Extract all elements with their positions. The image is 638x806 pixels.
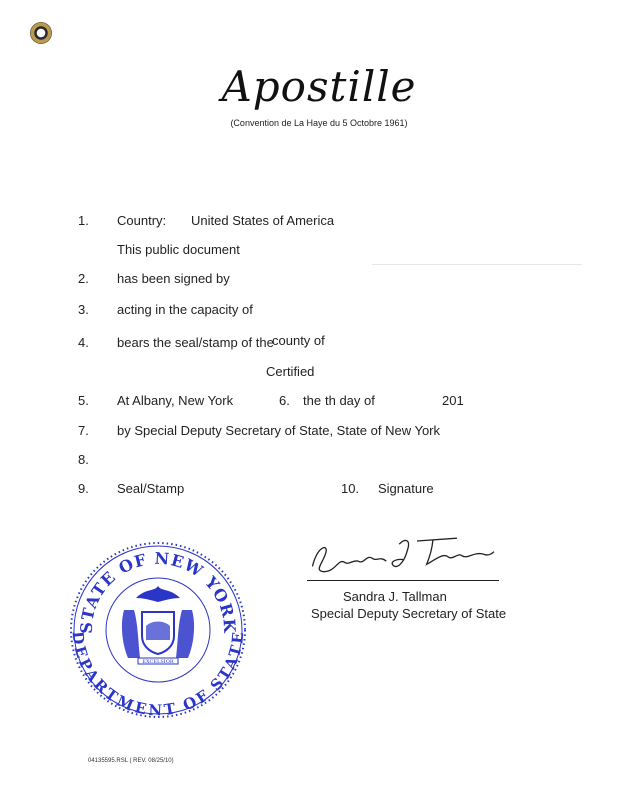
field-5-number: 5. xyxy=(78,393,89,408)
field-7-number: 7. xyxy=(78,423,89,438)
field-4-label: bears the seal/stamp of the xyxy=(117,335,274,350)
field-8-number: 8. xyxy=(78,452,89,467)
field-1-label: Country: xyxy=(117,213,167,228)
signatory-position: Special Deputy Secretary of State xyxy=(311,606,507,621)
certified-text: Certified xyxy=(266,364,315,379)
svg-text:DEPARTMENT OF STATE xyxy=(69,630,248,719)
field-3-label: acting in the capacity of xyxy=(117,302,253,317)
field-2-number: 2. xyxy=(78,271,89,286)
document-title: Apostille xyxy=(221,62,417,111)
punch-hole-icon xyxy=(30,22,52,44)
field-10-number: 10. xyxy=(341,481,360,496)
field-2-label: has been signed by xyxy=(117,271,230,286)
document-subtitle: (Convention de La Haye du 5 Octobre 1961) xyxy=(230,118,408,128)
signatory-name: Sandra J. Tallman xyxy=(343,589,447,604)
seal-bottom-text: DEPARTMENT OF STATE xyxy=(68,630,248,720)
signature-stroke-icon xyxy=(306,523,499,582)
field-9-label: Seal/Stamp xyxy=(117,481,185,496)
field-4-value: county of xyxy=(272,333,325,348)
field-1-number: 1. xyxy=(78,213,89,228)
signature-line xyxy=(307,580,499,581)
field-6-number: 6. xyxy=(279,393,290,408)
field-1-value: United States of America xyxy=(191,213,335,228)
field-4-number: 4. xyxy=(78,335,89,350)
field-6-label: the xyxy=(303,393,322,408)
seal-emblem-icon xyxy=(68,540,248,720)
intro-text: This public document xyxy=(117,242,240,257)
handwritten-signature xyxy=(306,523,499,588)
field-6-year: 201 xyxy=(442,393,464,408)
field-10-label: Signature xyxy=(378,481,434,496)
scan-artifact-line xyxy=(372,264,582,265)
seal-top-text: STATE OF NEW YORK xyxy=(76,548,240,635)
form-code: 04135595.RSL ( REV. 08/25/10) xyxy=(88,758,174,764)
seal-motto: EXCELSIOR xyxy=(142,659,174,665)
field-9-number: 9. xyxy=(78,481,89,496)
field-7-label: by Special Deputy Secretary of State, State of New York xyxy=(117,423,441,438)
state-seal xyxy=(68,540,248,720)
field-5-label: At Albany, New York xyxy=(117,393,234,408)
field-3-number: 3. xyxy=(78,302,89,317)
field-6-day: th day of xyxy=(325,393,375,408)
